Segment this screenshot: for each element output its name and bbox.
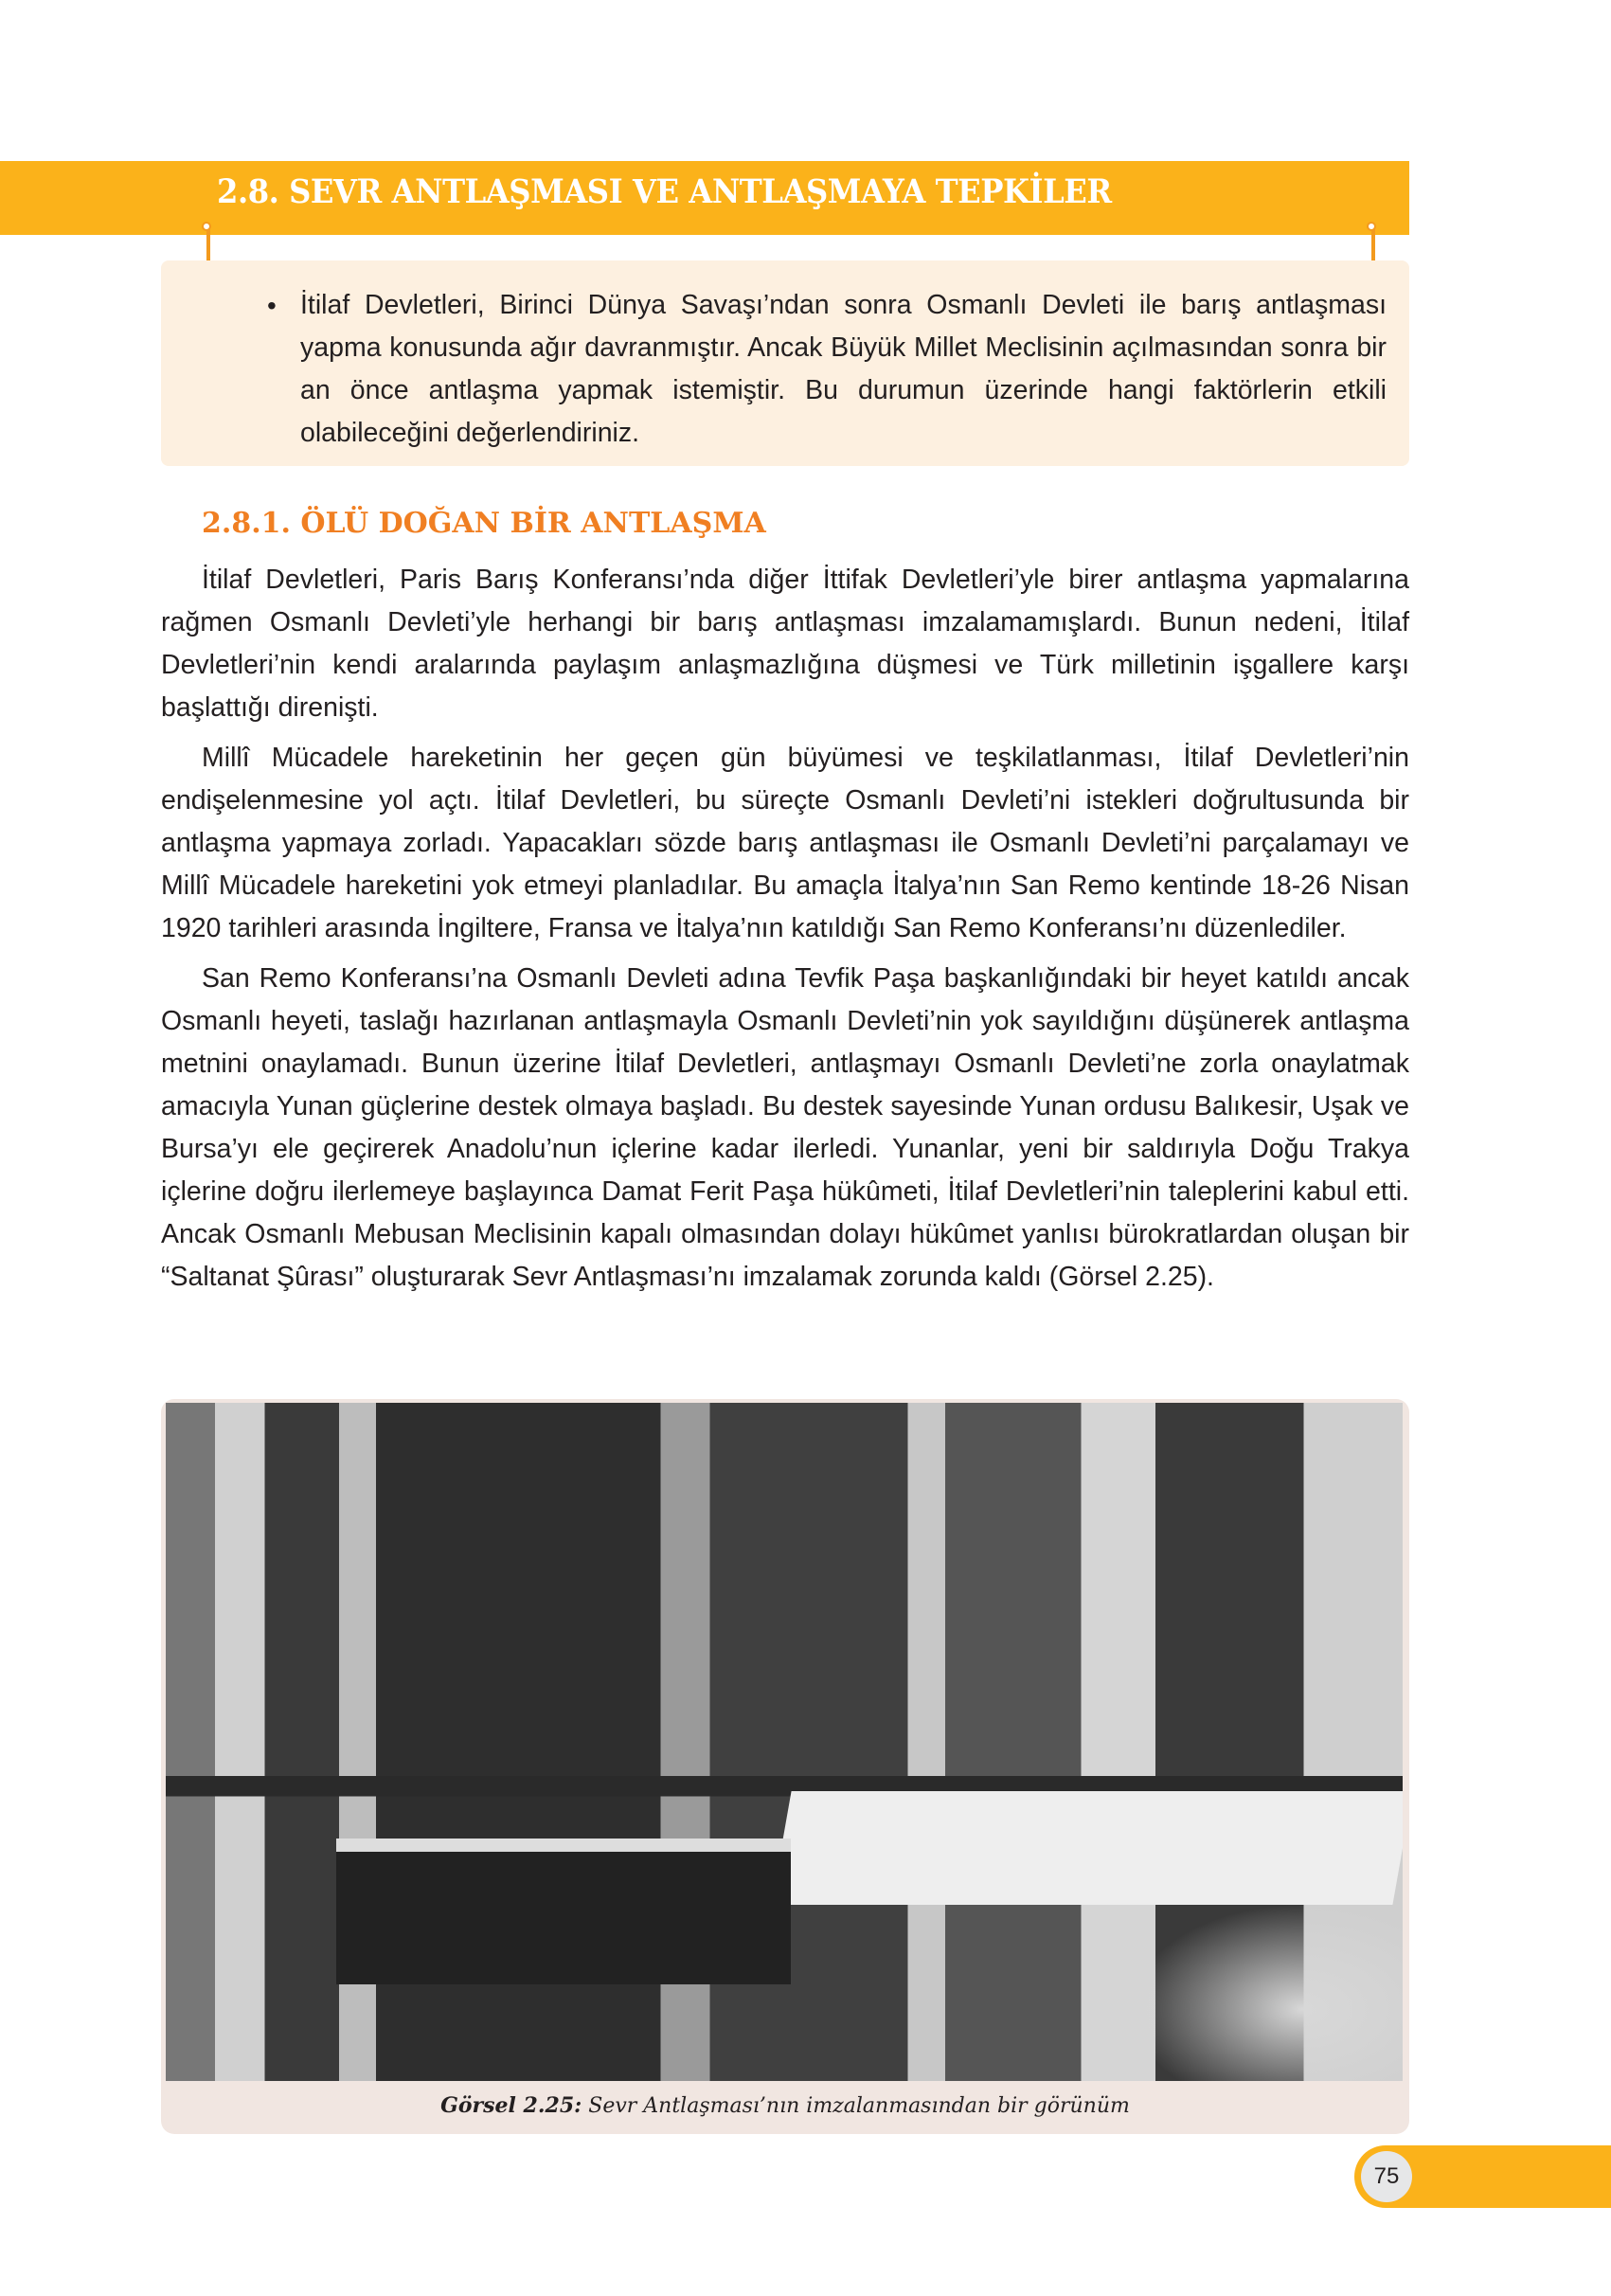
figure-label: Görsel 2.25: [440, 2093, 582, 2118]
subsection-heading: 2.8.1. ÖLÜ DOĞAN BİR ANTLAŞMA [202, 507, 766, 540]
paragraph: San Remo Konferansı’na Osmanlı Devleti adına Tevfik Paşa başkanlığındaki bir heyet katıldı ancak Osmanlı heyeti, taslağı hazırlanan antlaşmayla Osmanlı Devleti’nin yok sayıldığını düşünerek antlaşma metnini onaylamadı. Bunun üzerine İtilaf Devletleri, antlaşmayı Osmanlı Devleti’ne zorla onaylatmak amacıyla Yunan güçlerine destek olmaya başladı. Bu destek sayesinde Yunan ordusu Balıkesir, Uşak ve Bursa’yı ele geçirerek Anadolu’nun içlerine kadar ilerledi. Yunanlar, yeni bir saldırıyla Doğu Trakya içlerine doğru ilerlemeye başlayınca Damat Ferit Paşa hükûmeti, İtilaf Devletleri’nin taleplerini kabul etti. Ancak Osmanlı Mebusan Meclisinin kapalı olmasından dolayı hükûmet yanlısı bürokratlardan oluşan bir “Saltanat Şûrası” oluşturarak Sevr Antlaşması’nı imzalamak zorunda kaldı (Görsel 2.25). [161, 963, 1409, 1292]
photo-table [771, 1791, 1403, 1905]
figure-caption-text: Sevr Antlaşması’nın imzalanmasından bir görünüm [582, 2094, 1130, 2118]
page-number: 75 [1361, 2151, 1412, 2202]
question-text: İtilaf Devletleri, Birinci Dünya Savaşı’ndan sonra Osmanlı Devleti ile barış antlaşması yapma konusunda ağır davranmıştır. Ancak Büyük Millet Meclisinin açılmasından sonra bir an önce antlaşma yapmak istemiştir. Bu durumun üzerinde hangi faktörlerin etkili olabileceğini değerlendiriniz. [300, 290, 1387, 448]
figure-caption [161, 2093, 1409, 2118]
section-title: 2.8. SEVR ANTLAŞMASI VE ANTLAŞMAYA TEPKİLER [217, 172, 1112, 211]
historical-photo [166, 1403, 1403, 2081]
photo-desk [336, 1839, 791, 1984]
paragraph: Millî Mücadele hareketinin her geçen gün büyümesi ve teşkilatlanması, İtilaf Devletleri’nin endişelenmesine yol açtı. İtilaf Devletleri, bu süreçte Osmanlı Devleti’ni istekleri doğrultusunda bir antlaşma yapmaya zorladı. Yapacakları sözde barış antlaşması ile Osmanlı Devleti’ni parçalamayı ve Millî Mücadele hareketini yok etmeyi planladılar. Bu amaçla İtalya’nın San Remo kentinde 18-26 Nisan 1920 tarihleri arasında İngiltere, Fransa ve İtalya’nın katıldığı San Remo Konferansı’nı düzenlediler. [161, 743, 1409, 943]
body-text [161, 559, 1409, 1306]
bullet-icon: • [267, 291, 277, 320]
paragraph: İtilaf Devletleri, Paris Barış Konferansı’nda diğer İttifak Devletleri’yle birer antlaşma yapmalarına rağmen Osmanlı Devleti’yle herhangi bir barış antlaşması imzalamamışlardı. Bunun nedeni, İtilaf Devletleri’nin kendi aralarında paylaşım anlaşmazlığına düşmesi ve Türk milletinin işgallere karşı başlattığı direnişti. [161, 565, 1409, 723]
